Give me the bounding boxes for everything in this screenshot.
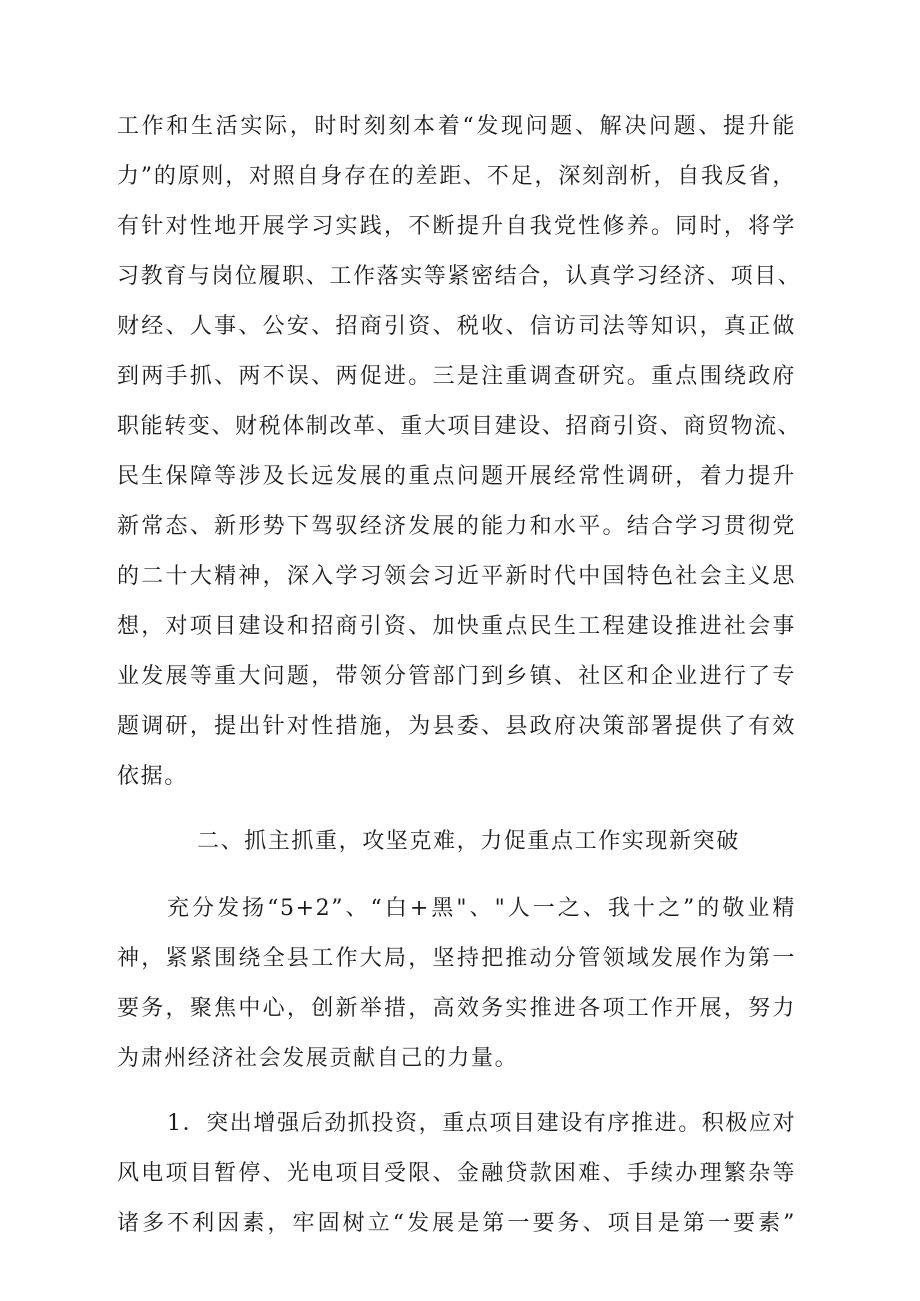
text-line: 1．突出增强后劲抓投资，重点项目建设有序推进。积极应对 bbox=[167, 1111, 797, 1136]
text-line: 神，紧紧围绕全县工作大局，坚持把推动分管领域发展作为第一 bbox=[117, 946, 796, 971]
text-line: 题调研，提出针对性措施，为县委、县政府决策部署提供了有效 bbox=[117, 714, 796, 739]
text-line: 想，对项目建设和招商引资、加快重点民生工程建设推进社会事 bbox=[117, 614, 796, 639]
section-heading: 二、抓主抓重，攻坚克难，力促重点工作实现新突破 bbox=[197, 829, 740, 854]
text-line: 新常态、新形势下驾驭经济发展的能力和水平。结合学习贯彻党 bbox=[117, 514, 796, 539]
text-line: 的二十大精神，深入学习领会习近平新时代中国特色社会主义思 bbox=[117, 564, 796, 589]
text-line: 财经、人事、公安、招商引资、税收、信访司法等知识，真正做 bbox=[117, 314, 796, 339]
text-line: 充分发扬“5+2”、“白+黑"、"人一之、我十之”的敬业精 bbox=[167, 896, 796, 921]
text-line: 工作和生活实际，时时刻刻本着“发现问题、解决问题、提升能 bbox=[117, 114, 796, 139]
text-line: 民生保障等涉及长远发展的重点问题开展经常性调研，着力提升 bbox=[117, 464, 796, 489]
text-line: 到两手抓、两不误、两促进。三是注重调查研究。重点围绕政府 bbox=[117, 364, 796, 389]
text-line: 诸多不利因素，牢固树立“发展是第一要务、项目是第一要素” bbox=[117, 1211, 796, 1236]
text-line: 有针对性地开展学习实践，不断提升自我党性修养。同时，将学 bbox=[117, 214, 796, 239]
text-line: 力”的原则，对照自身存在的差距、不足，深刻剖析，自我反省， bbox=[117, 164, 796, 189]
text-line: 业发展等重大问题，带领分管部门到乡镇、社区和企业进行了专 bbox=[117, 664, 796, 689]
text-line: 为肃州经济社会发展贡献自己的力量。 bbox=[117, 1046, 519, 1071]
text-line: 依据。 bbox=[117, 764, 188, 789]
text-line: 职能转变、财税体制改革、重大项目建设、招商引资、商贸物流、 bbox=[117, 414, 802, 439]
text-line: 风电项目暂停、光电项目受限、金融贷款困难、手续办理繁杂等 bbox=[117, 1161, 796, 1186]
text-line: 要务，聚焦中心，创新举措，高效务实推进各项工作开展，努力 bbox=[117, 996, 796, 1021]
text-line: 习教育与岗位履职、工作落实等紧密结合，认真学习经济、项目、 bbox=[117, 264, 802, 289]
